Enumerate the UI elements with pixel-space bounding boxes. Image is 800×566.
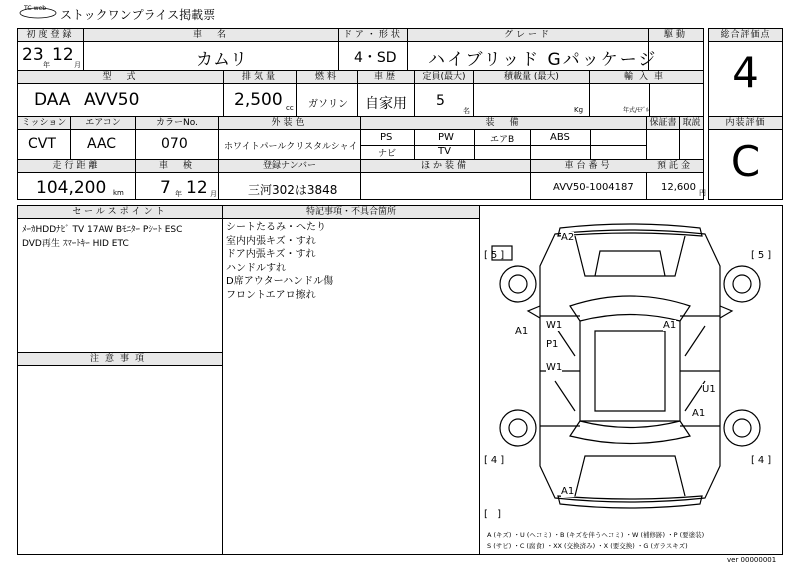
logo: TC-web bbox=[18, 4, 58, 23]
sales-point-line: ﾒｰｶHDDﾅﾋﾞ TV 17AW Bﾓﾆﾀｰ Pｼｰﾄ ESC bbox=[22, 225, 183, 235]
special-item: シートたるみ・へたり bbox=[226, 222, 326, 233]
label-other-equipment: ほか装備 bbox=[361, 160, 529, 172]
damage-legend-line-2: S (サビ) ・C (腐食) ・XX (交換済み) ・X (要交換) ・G (ガラスキズ) bbox=[487, 542, 688, 550]
fuel: ガソリン bbox=[308, 99, 348, 110]
inspection-month: 12 bbox=[186, 178, 208, 198]
special-item: D席アウターハンドル傷 bbox=[226, 276, 334, 287]
corner-tr: [5] bbox=[751, 250, 775, 261]
deposit-unit: 円 bbox=[699, 189, 706, 197]
label-chassis-no: 車台番号 bbox=[531, 160, 646, 172]
special-item: ハンドルすれ bbox=[226, 262, 286, 274]
label-car-name: 車 名 bbox=[84, 29, 338, 41]
sales-points-list bbox=[22, 223, 182, 251]
plate-number: 三河302は3848 bbox=[248, 183, 338, 197]
equip-ps: PS bbox=[380, 132, 393, 143]
corner-bottom: [ ] bbox=[484, 509, 504, 520]
mileage-unit: km bbox=[113, 189, 124, 197]
damage-mark: A1 bbox=[515, 326, 529, 337]
corner-bl: [4] bbox=[484, 455, 508, 466]
label-door: ドア・形状 bbox=[339, 29, 407, 41]
damage-mark: U1 bbox=[702, 384, 716, 395]
label-sales-points: セールスポイント bbox=[18, 206, 222, 218]
corner-tl: [5] bbox=[484, 250, 508, 261]
overall-score: 4 bbox=[732, 48, 759, 97]
first-reg-month-unit: 月 bbox=[74, 61, 81, 69]
first-reg-year: 23 bbox=[22, 45, 44, 65]
grade: ハイブリッド Gパッケージ bbox=[428, 50, 658, 70]
equip-navi: ナビ bbox=[378, 149, 397, 159]
label-grade: グレード bbox=[408, 29, 648, 41]
car-name: カムリ bbox=[196, 50, 247, 70]
label-history: 車歴 bbox=[358, 71, 414, 83]
page-title: ストックワンプライス掲載票 bbox=[60, 8, 216, 22]
first-reg-month: 12 bbox=[52, 45, 74, 65]
capacity-unit: 名 bbox=[463, 107, 470, 115]
inspection-month-unit: 月 bbox=[210, 190, 217, 198]
door-type: 4・SD bbox=[354, 50, 397, 66]
damage-mark: W1 bbox=[546, 362, 563, 373]
damage-mark: P1 bbox=[546, 339, 559, 350]
model-year-label: 年式/ﾓﾃﾞﾙ bbox=[623, 107, 650, 114]
special-item: 室内内張キズ・すれ bbox=[226, 235, 316, 247]
damage-mark: A1 bbox=[692, 408, 706, 419]
equip-airbag: エアB bbox=[490, 135, 515, 145]
special-item: ドア内張キズ・すれ bbox=[226, 249, 316, 260]
load-unit: Kg bbox=[574, 106, 584, 114]
special-item: フロントエアロ擦れ bbox=[226, 289, 316, 301]
label-plate: 登録ナンバー bbox=[219, 160, 360, 172]
damage-legend-line-1: A (キズ) ・U (ヘコミ) ・B (キズを伴うヘコミ) ・W (補修跡) ・P (要塗装) bbox=[487, 531, 705, 539]
label-aircon: エアコン bbox=[71, 117, 135, 129]
label-load: 積載量 (最大) bbox=[474, 71, 589, 83]
exterior-color: ホワイトパールクリスタルシャイ bbox=[224, 142, 358, 152]
label-notes: 注意事項 bbox=[18, 353, 222, 365]
label-exterior-color: 外装色 bbox=[219, 117, 360, 129]
deposit: 12,600 bbox=[661, 182, 696, 193]
label-equipment: 装 備 bbox=[361, 117, 646, 129]
first-reg-year-unit: 年 bbox=[43, 61, 50, 69]
damage-mark: A1 bbox=[663, 320, 677, 331]
damage-mark: W1 bbox=[546, 320, 563, 331]
aircon: AAC bbox=[87, 136, 117, 152]
label-displacement: 排気量 bbox=[224, 71, 296, 83]
label-drive: 駆動 bbox=[649, 29, 703, 41]
label-inspection: 車 検 bbox=[136, 160, 218, 172]
label-mileage: 走行距離 bbox=[18, 160, 135, 172]
car-damage-diagram bbox=[480, 206, 782, 526]
mileage: 104,200 bbox=[36, 178, 107, 198]
label-import: 輸入車 bbox=[590, 71, 703, 83]
label-first-reg: 初度登録 bbox=[18, 29, 83, 41]
label-deposit: 預託金 bbox=[647, 160, 703, 172]
label-fuel: 燃料 bbox=[297, 71, 357, 83]
interior-score: C bbox=[730, 137, 761, 186]
label-mission: ミッション bbox=[18, 117, 70, 129]
capacity: 5 bbox=[436, 93, 445, 109]
displacement: 2,500 bbox=[234, 90, 283, 110]
label-overall: 総合評価点 bbox=[709, 29, 782, 41]
model-prefix: DAA bbox=[34, 90, 71, 110]
label-manual: 取説 bbox=[680, 117, 703, 129]
chassis-number: AVV50-1004187 bbox=[553, 182, 634, 193]
label-type: 型 式 bbox=[18, 71, 223, 83]
color-no: 070 bbox=[161, 136, 188, 152]
model-code: AVV50 bbox=[84, 90, 140, 110]
label-capacity: 定員(最大) bbox=[415, 71, 473, 83]
mission: CVT bbox=[28, 136, 56, 152]
sales-point-line: DVD再生 ｽﾏｰﾄｷｰ HID ETC bbox=[22, 239, 129, 249]
corner-br: [4] bbox=[751, 455, 775, 466]
special-items-list bbox=[226, 221, 333, 302]
label-special: 特記事項・不具合箇所 bbox=[223, 206, 479, 218]
history: 自家用 bbox=[365, 96, 407, 112]
inspection-year: 7 bbox=[160, 178, 171, 198]
damage-mark: A1 bbox=[561, 486, 575, 497]
inspection-year-unit: 年 bbox=[175, 190, 182, 198]
label-color-no: カラーNo. bbox=[136, 117, 218, 129]
equip-abs: ABS bbox=[550, 132, 570, 143]
displacement-unit: cc bbox=[286, 104, 294, 112]
label-warranty: 保証書 bbox=[647, 117, 679, 129]
equip-pw: PW bbox=[438, 132, 454, 143]
label-interior: 内装評価 bbox=[709, 117, 782, 129]
equip-tv: TV bbox=[438, 146, 451, 157]
damage-mark: A2 bbox=[561, 232, 575, 243]
version-label: ver 00000001 bbox=[727, 556, 777, 564]
